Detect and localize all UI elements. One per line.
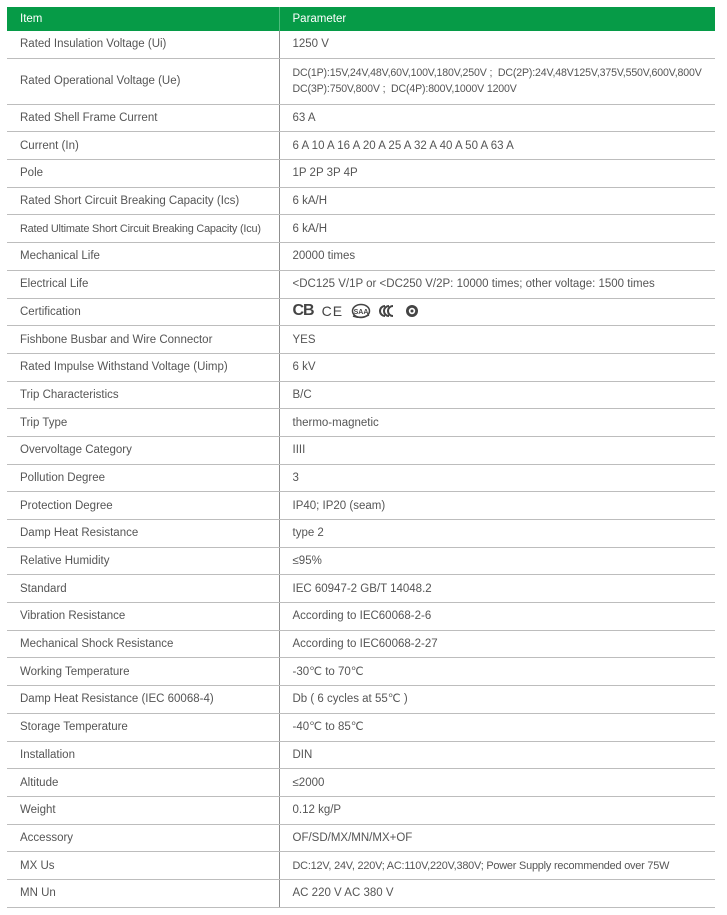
table-row: [7, 464, 715, 492]
row-value: According to IEC60068-2-6: [279, 603, 715, 631]
row-value: -40℃ to 85℃: [279, 713, 715, 741]
row-value-certifications: [279, 298, 715, 326]
table-row: [7, 852, 715, 880]
row-item: Rated Insulation Voltage (Ui): [7, 31, 279, 58]
row-item: Damp Heat Resistance: [7, 520, 279, 548]
row-value: 3: [279, 464, 715, 492]
row-value-line-1: DC(1P):15V,24V,48V,60V,100V,180V,250V ; DC(2P):24V,48V125V,375V,550V,600V,800V: [292, 67, 702, 80]
row-value: 6 kA/H: [279, 215, 715, 243]
row-value: 1250 V: [279, 31, 715, 58]
row-value: 6 kV: [279, 353, 715, 381]
spec-table: [7, 7, 715, 908]
row-item: Rated Short Circuit Breaking Capacity (Ics): [7, 187, 279, 215]
table-row: [7, 381, 715, 409]
row-value: thermo-magnetic: [279, 409, 715, 437]
row-item: Trip Type: [7, 409, 279, 437]
certification-icons: [293, 303, 420, 319]
table-row: [7, 547, 715, 575]
table-row: [7, 31, 715, 58]
row-value: 1P 2P 3P 4P: [279, 160, 715, 188]
ce-mark-icon: CE: [321, 303, 344, 320]
table-row: [7, 879, 715, 907]
row-item: Mechanical Life: [7, 243, 279, 271]
table-row: [7, 58, 715, 104]
row-value: 20000 times: [279, 243, 715, 271]
row-item: Standard: [7, 575, 279, 603]
row-item: Storage Temperature: [7, 713, 279, 741]
row-item: Pollution Degree: [7, 464, 279, 492]
row-value: OF/SD/MX/MN/MX+OF: [279, 824, 715, 852]
table-row: [7, 492, 715, 520]
row-item: Rated Shell Frame Current: [7, 104, 279, 132]
table-row: [7, 630, 715, 658]
table-row: [7, 215, 715, 243]
table-row: [7, 741, 715, 769]
row-item: Rated Ultimate Short Circuit Breaking Capacity (Icu): [7, 215, 279, 243]
row-item: Working Temperature: [7, 658, 279, 686]
table-header: [7, 7, 715, 31]
spec-table-container: [7, 7, 715, 908]
row-item: MN Un: [7, 879, 279, 907]
table-row: [7, 353, 715, 381]
table-row: [7, 298, 715, 326]
table-row: [7, 243, 715, 271]
row-item: Pole: [7, 160, 279, 188]
row-value: 6 A 10 A 16 A 20 A 25 A 32 A 40 A 50 A 63 A: [279, 132, 715, 160]
row-item: Rated Impulse Withstand Voltage (Uimp): [7, 353, 279, 381]
row-value: According to IEC60068-2-27: [279, 630, 715, 658]
header-parameter: Parameter: [279, 7, 715, 31]
row-item: Certification: [7, 298, 279, 326]
row-item: Mechanical Shock Resistance: [7, 630, 279, 658]
table-row: [7, 575, 715, 603]
cb-mark-icon: CB: [292, 302, 314, 320]
table-row: [7, 187, 715, 215]
table-row: [7, 658, 715, 686]
row-item: Weight: [7, 796, 279, 824]
row-value: IP40; IP20 (seam): [279, 492, 715, 520]
row-value: AC 220 V AC 380 V: [279, 879, 715, 907]
row-value: type 2: [279, 520, 715, 548]
table-row: [7, 132, 715, 160]
row-value: 6 kA/H: [279, 187, 715, 215]
table-row: [7, 409, 715, 437]
row-value: <DC125 V/1P or <DC250 V/2P: 10000 times; other voltage: 1500 times: [279, 270, 715, 298]
ccc-mark-icon: [379, 304, 397, 318]
row-item: MX Us: [7, 852, 279, 880]
row-item: Protection Degree: [7, 492, 279, 520]
row-value: ≤95%: [279, 547, 715, 575]
row-value: B/C: [279, 381, 715, 409]
row-item: Trip Characteristics: [7, 381, 279, 409]
row-value: YES: [279, 326, 715, 354]
row-value: DC:12V, 24V, 220V; AC:110V,220V,380V; Power Supply recommended over 75W: [279, 852, 715, 880]
row-item: Altitude: [7, 769, 279, 797]
table-row: [7, 713, 715, 741]
table-row: [7, 270, 715, 298]
svg-text:SAA: SAA: [353, 309, 369, 317]
row-item: Rated Operational Voltage (Ue): [7, 58, 279, 104]
row-value-line-2: DC(3P):750V,800V ; DC(4P):800V,1000V 1200V: [292, 83, 517, 96]
row-value: Db ( 6 cycles at 55℃ ): [279, 686, 715, 714]
row-value: IEC 60947-2 GB/T 14048.2: [279, 575, 715, 603]
row-item: Current (In): [7, 132, 279, 160]
row-value: DIN: [279, 741, 715, 769]
table-row: [7, 769, 715, 797]
row-item: Installation: [7, 741, 279, 769]
table-row: [7, 520, 715, 548]
row-value: 63 A: [279, 104, 715, 132]
table-row: [7, 104, 715, 132]
table-row: [7, 436, 715, 464]
saa-mark-icon: [351, 303, 371, 319]
table-row: [7, 824, 715, 852]
row-value: 0.12 kg/P: [279, 796, 715, 824]
row-item: Accessory: [7, 824, 279, 852]
table-row: [7, 686, 715, 714]
row-item: Electrical Life: [7, 270, 279, 298]
gost-mark-icon: [405, 304, 419, 318]
row-item: Vibration Resistance: [7, 603, 279, 631]
row-item: Damp Heat Resistance (IEC 60068-4): [7, 686, 279, 714]
row-value: [279, 58, 715, 104]
header-item: Item: [7, 7, 279, 31]
row-value: ≤2000: [279, 769, 715, 797]
row-item: Overvoltage Category: [7, 436, 279, 464]
table-row: [7, 603, 715, 631]
row-value: -30℃ to 70℃: [279, 658, 715, 686]
row-item: Relative Humidity: [7, 547, 279, 575]
row-value: IIII: [279, 436, 715, 464]
row-item: Fishbone Busbar and Wire Connector: [7, 326, 279, 354]
table-row: [7, 160, 715, 188]
table-row: [7, 796, 715, 824]
table-row: [7, 326, 715, 354]
